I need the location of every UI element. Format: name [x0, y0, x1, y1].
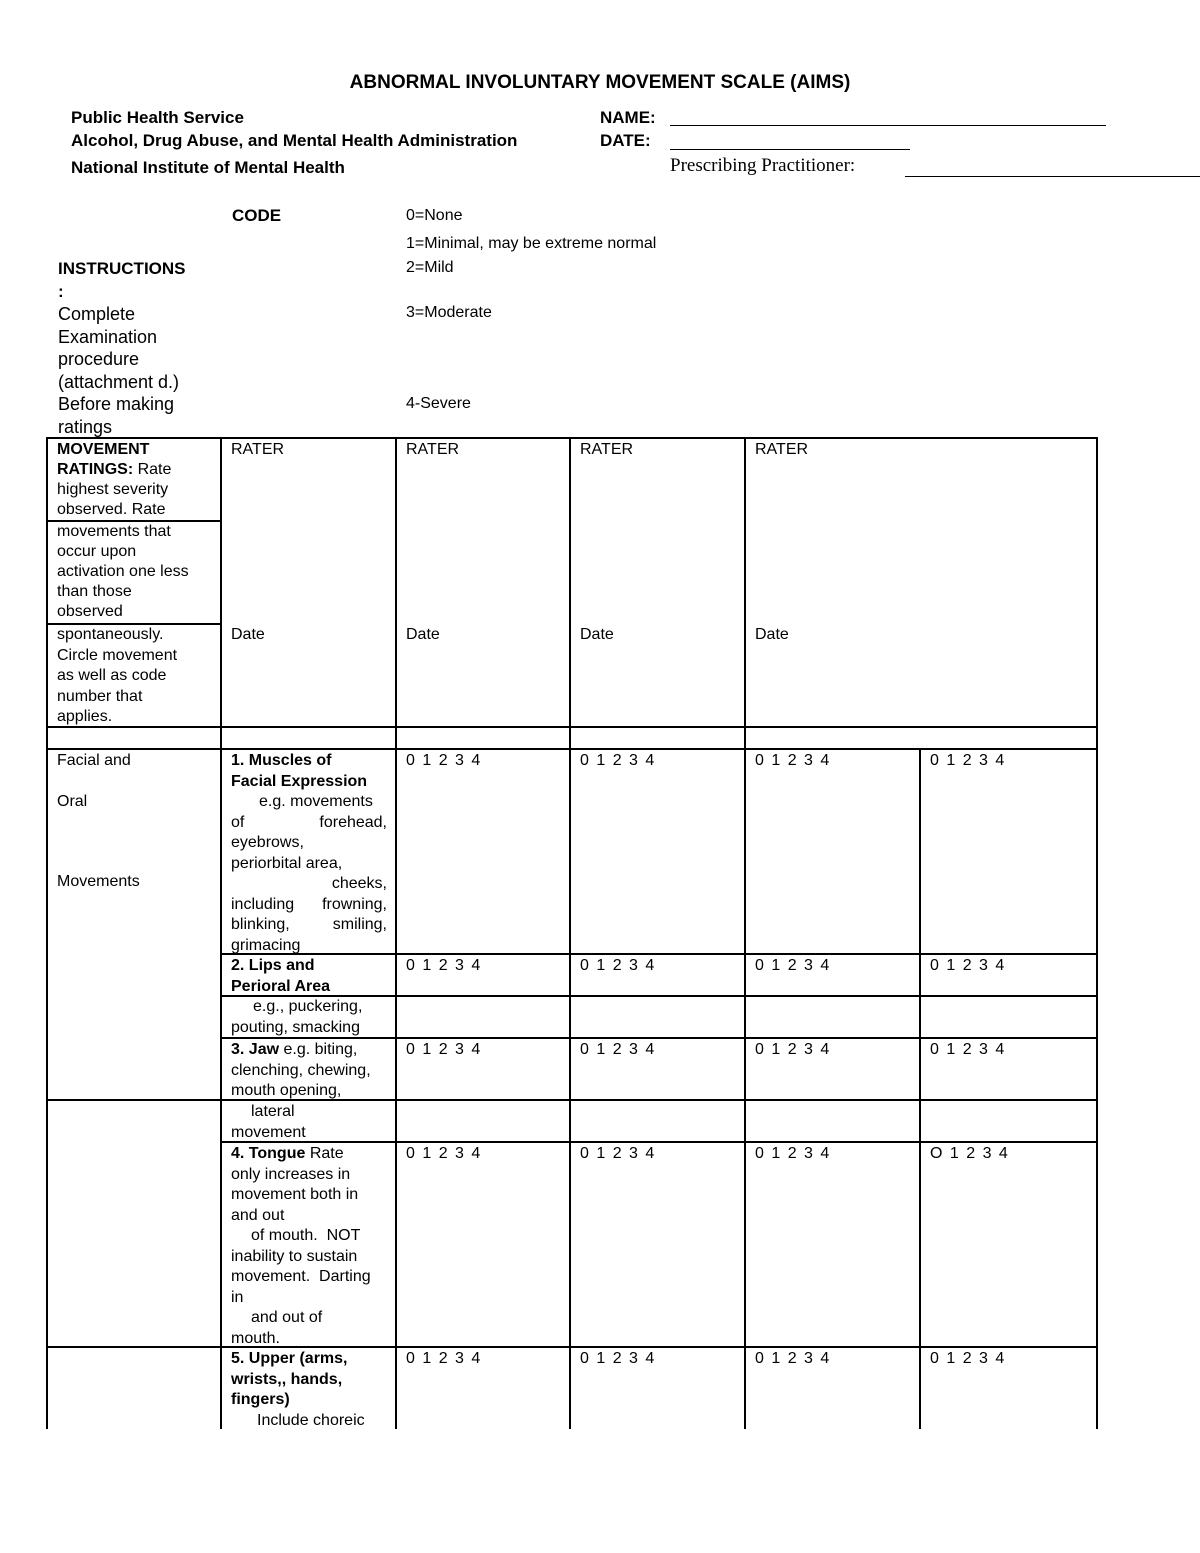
item-5-score-r4[interactable]: 0 1 2 3 4: [930, 1350, 1006, 1367]
rule: [1096, 437, 1098, 1429]
code-0: 0=None: [406, 207, 463, 224]
item-1-score-r1[interactable]: 0 1 2 3 4: [406, 752, 482, 769]
item-1-description: 1. Muscles of Facial Expression e.g. movements of forehead, eyebrows, periorbital area, cheeks, including frowning, blinking, smiling, grimacing: [231, 752, 387, 954]
item-4-description: 4. Tongue Rate only increases in movement both in and out of mouth. NOT inability to sustain movement. Darting in and out of mouth.: [231, 1145, 371, 1347]
rule: [46, 1099, 1098, 1101]
rule: [46, 437, 48, 1429]
item-5-description: 5. Upper (arms, wrists,, hands, fingers) Include choreic: [231, 1349, 387, 1431]
name-label: NAME:: [600, 108, 656, 127]
date-field[interactable]: [670, 149, 910, 150]
category-line3: Movements: [57, 873, 140, 890]
item-5-score-r1[interactable]: 0 1 2 3 4: [406, 1350, 482, 1367]
item-5-include-line: Include choreic: [257, 1411, 365, 1429]
name-field[interactable]: [670, 125, 1106, 126]
code-1: 1=Minimal, may be extreme normal: [406, 235, 657, 252]
movement-ratings-part1: MOVEMENT RATINGS: Rate highest severity observed. Rate: [57, 441, 172, 518]
item-3-continuation: lateral movement: [231, 1103, 306, 1141]
rule: [744, 437, 746, 1429]
movement-ratings-part3: spontaneously. Circle movement as well as code number that applies.: [57, 626, 178, 725]
rule: [46, 1346, 1098, 1348]
item-4-score-r3[interactable]: 0 1 2 3 4: [755, 1145, 831, 1162]
practitioner-label: Prescribing Practitioner:: [670, 155, 856, 176]
item-3-score-r1[interactable]: 0 1 2 3 4: [406, 1041, 482, 1058]
item-3-score-r2[interactable]: 0 1 2 3 4: [580, 1041, 656, 1058]
rule: [919, 748, 921, 1429]
item-2-score-r1[interactable]: 0 1 2 3 4: [406, 957, 482, 974]
item-4-score-r2[interactable]: 0 1 2 3 4: [580, 1145, 656, 1162]
item-1-score-r3[interactable]: 0 1 2 3 4: [755, 752, 831, 769]
item-3-score-r3[interactable]: 0 1 2 3 4: [755, 1041, 831, 1058]
rater-4-date: Date: [755, 626, 789, 643]
item-2-score-r3[interactable]: 0 1 2 3 4: [755, 957, 831, 974]
rater-2-date: Date: [406, 626, 440, 643]
org-adamha: Alcohol, Drug Abuse, and Mental Health Administration: [71, 131, 518, 150]
rule: [569, 437, 571, 1429]
item-2-score-r2[interactable]: 0 1 2 3 4: [580, 957, 656, 974]
rule: [395, 437, 397, 1429]
rule: [46, 748, 1098, 750]
org-public-health-service: Public Health Service: [71, 108, 244, 127]
item-2-description: e.g., puckering, pouting, smacking: [231, 998, 363, 1036]
item-3-description: 3. Jaw e.g. biting, clenching, chewing, mouth opening,: [231, 1041, 371, 1099]
org-nimh: National Institute of Mental Health: [71, 158, 345, 177]
rater-3-date: Date: [580, 626, 614, 643]
table-top-border: [46, 437, 1098, 439]
rater-4-label: RATER: [755, 441, 809, 458]
date-label: DATE:: [600, 131, 651, 150]
item-4-score-r1[interactable]: 0 1 2 3 4: [406, 1145, 482, 1162]
rater-1-date: Date: [231, 626, 265, 643]
code-2: 2=Mild: [406, 259, 454, 276]
instructions-colon: :: [58, 282, 64, 301]
item-3-score-r4[interactable]: 0 1 2 3 4: [930, 1041, 1006, 1058]
rule: [220, 437, 222, 1429]
item-4-score-r4[interactable]: O 1 2 3 4: [930, 1145, 1010, 1162]
code-4: 4-Severe: [406, 395, 471, 412]
page-title: ABNORMAL INVOLUNTARY MOVEMENT SCALE (AIMS): [349, 72, 851, 93]
movement-ratings-part2: movements that occur upon activation one less than those observed: [57, 523, 189, 620]
code-label: CODE: [232, 206, 282, 225]
practitioner-field[interactable]: [905, 176, 1200, 177]
item-2-title: 2. Lips and Perioral Area: [231, 957, 331, 995]
category-line2: Oral: [57, 793, 88, 810]
item-5-score-r2[interactable]: 0 1 2 3 4: [580, 1350, 656, 1367]
instructions-label: INSTRUCTIONS: [58, 259, 186, 278]
item-1-score-r4[interactable]: 0 1 2 3 4: [930, 752, 1006, 769]
code-3: 3=Moderate: [406, 304, 492, 321]
item-5-score-r3[interactable]: 0 1 2 3 4: [755, 1350, 831, 1367]
item-2-score-r4[interactable]: 0 1 2 3 4: [930, 957, 1006, 974]
category-line1: Facial and: [57, 752, 131, 769]
rater-2-label: RATER: [406, 441, 460, 458]
instructions-text: Complete Examination procedure (attachment d.) Before making ratings: [58, 304, 180, 437]
rater-3-label: RATER: [580, 441, 634, 458]
item-1-score-r2[interactable]: 0 1 2 3 4: [580, 752, 656, 769]
rater-1-label: RATER: [231, 441, 285, 458]
rule: [221, 1141, 1098, 1143]
